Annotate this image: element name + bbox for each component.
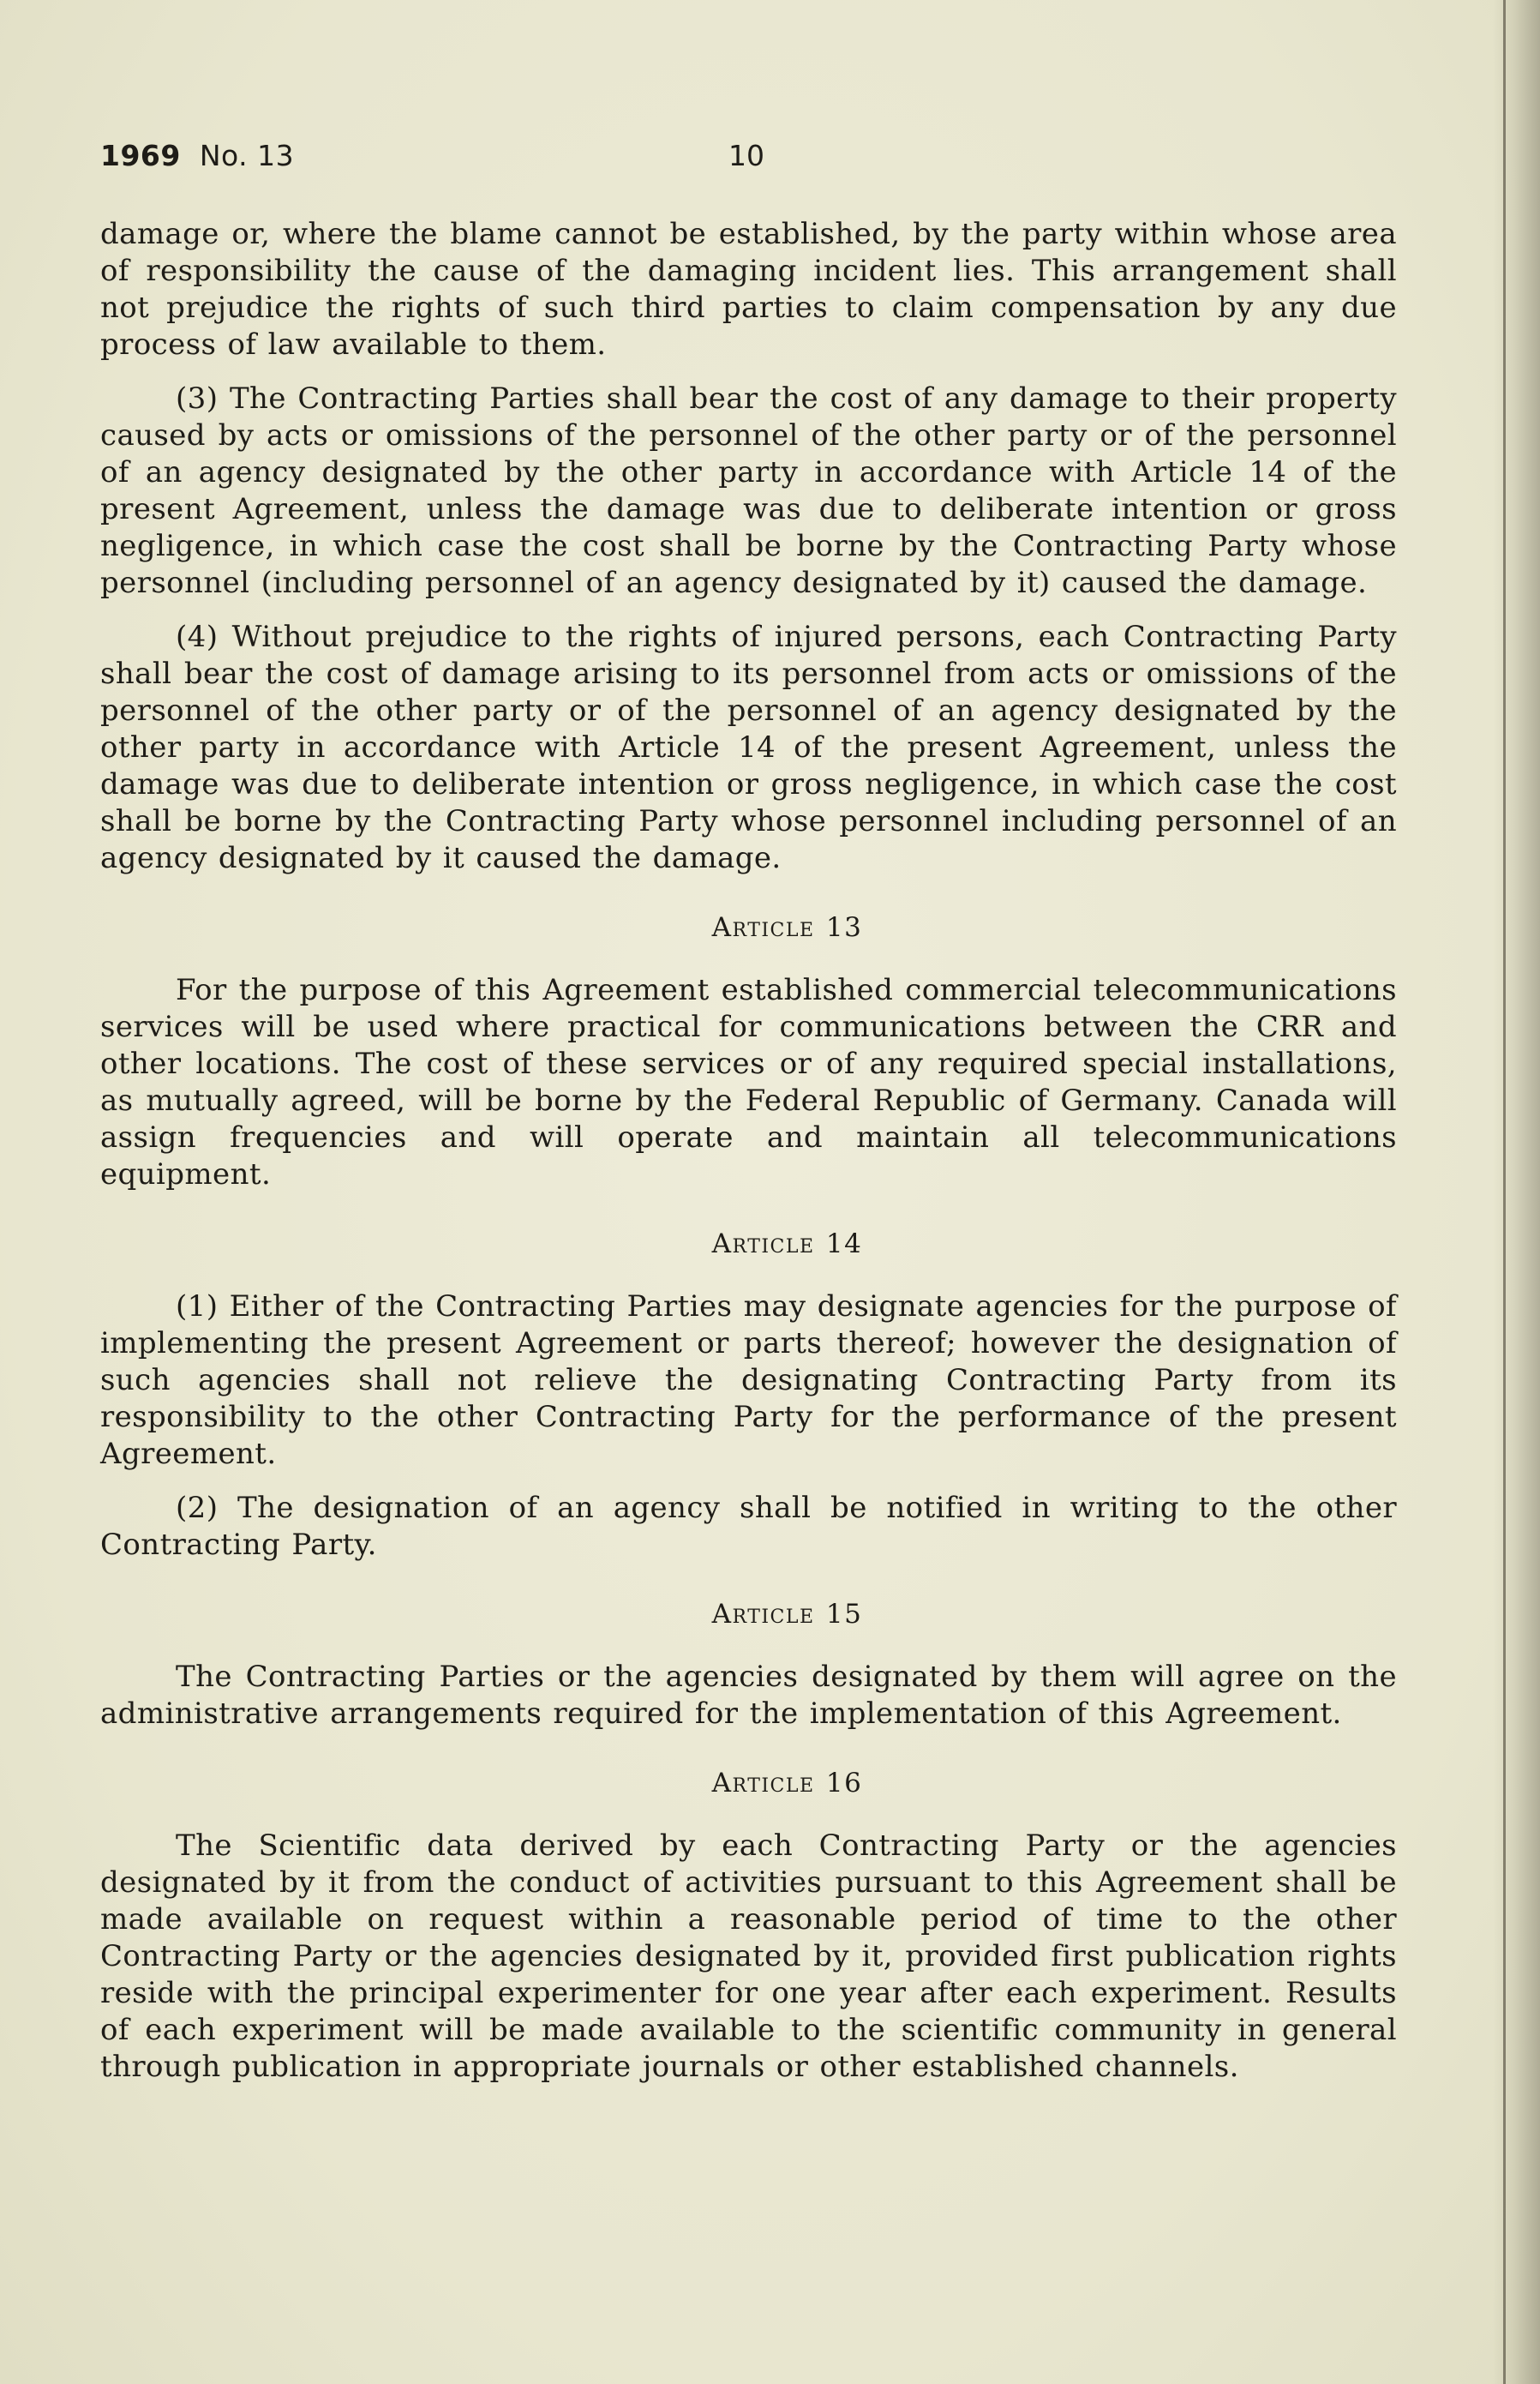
article-16-text: The Scientific data derived by each Contracting Party or the agencies designated by it from the conduct of activities pursuant to this Agreement shall be made available on request within a reasonable period of time to the other Contracting Party or the agencies designated by it, provided first publication rights reside with the principal experimenter for one year after each experiment. Results of each experiment will be made available to the scientific community in general through publication in appropriate journals or other established channels. <box>100 1829 1397 2084</box>
page-number: 10 <box>728 139 764 172</box>
running-header <box>100 139 1403 182</box>
paragraph-continuation: damage or, where the blame cannot be established, by the party within whose area of responsibility the cause of the damaging incident lies. This arrangement shall not prejudice the rights of such third parties to claim compensation by any due process of law available to them. <box>100 217 1397 362</box>
article-14-paragraph-1: (1) Either of the Contracting Parties may designate agencies for the purpose of implementing the present Agreement or parts thereof; however the designation of such agencies shall not relieve the designating Contracting Party from its responsibility to the other Contracting Party for the performance of the present Agreement. <box>100 1289 1397 1471</box>
article-13-heading: Article 13 <box>711 912 863 943</box>
article-16-heading: Article 16 <box>711 1768 863 1799</box>
article-15-text: The Contracting Parties or the agencies designated by them will agree on the administrative arrangements required for the implementation of this Agreement. <box>100 1660 1397 1731</box>
page-edge-shadow <box>1493 0 1540 2384</box>
year-and-number <box>100 139 294 172</box>
article-14-heading: Article 14 <box>711 1228 863 1259</box>
paragraph-4: (4) Without prejudice to the rights of injured persons, each Contracting Party shall bear the cost of damage arising to its personnel from acts or omissions of the personnel of the other party or of the personnel of an agency designated by the other party in accordance with Article 14 of the present Agreement, unless the damage was due to deliberate intention or gross negligence, in which case the cost shall be borne by the Contracting Party whose personnel including personnel of an agency designated by it caused the damage. <box>100 620 1397 875</box>
paragraph-3: (3) The Contracting Parties shall bear the cost of any damage to their property caused by acts or omissions of the personnel of the other party or of the personnel of an agency designated by the other party in accordance with Article 14 of the present Agreement, unless the damage was due to deliberate intention or gross negligence, in which case the cost shall be borne by the Contracting Party whose personnel (including personnel of an agency designated by it) caused the damage. <box>100 381 1397 600</box>
page-edge-line <box>1503 0 1506 2384</box>
article-15-heading: Article 15 <box>711 1599 863 1630</box>
header-number: No. 13 <box>199 139 295 172</box>
article-14-paragraph-2: (2) The designation of an agency shall be notified in writing to the other Contracting Party. <box>100 1491 1397 1562</box>
header-year: 1969 <box>100 139 181 172</box>
article-13-text: For the purpose of this Agreement established commercial telecommunications services will be used where practical for communications between the CRR and other locations. The cost of these services or of any required special installations, as mutually agreed, will be borne by the Federal Republic of Germany. Canada will assign frequencies and will operate and maintain all telecommunications equipment. <box>100 973 1397 1192</box>
document-body <box>100 216 1397 2103</box>
